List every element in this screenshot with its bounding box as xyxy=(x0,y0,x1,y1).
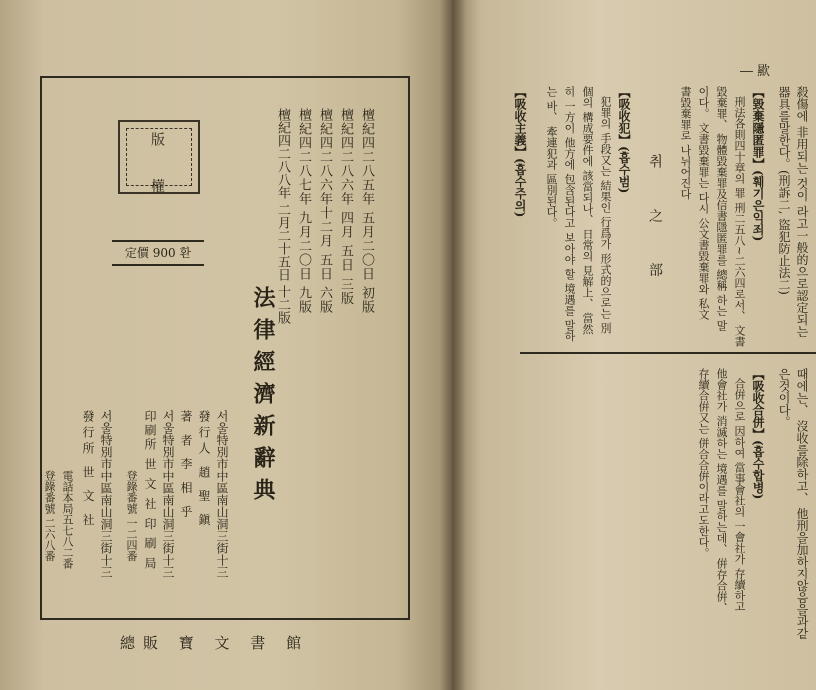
entry-line: 器具를말한다。(刑訴二, 盜犯防止法二) xyxy=(777,86,791,295)
publisher-address: 서울特別市中區南山洞三街十三 xyxy=(215,410,229,578)
entry-line: 他會社가 消滅하는 境遇를 말하는데、 倂存合倂、 xyxy=(715,368,728,613)
entry-headword-heupsuhapbyeong: 【吸收合併】(흡수합병) xyxy=(751,368,765,500)
section-head: 취 之 部 xyxy=(647,154,663,295)
entry-line: 이다。 文書毀棄罪는 다시 公文書毀棄罪와 私文 xyxy=(697,86,710,320)
book-title: 法律經濟新辭典 xyxy=(250,286,276,510)
book-gutter xyxy=(440,0,466,690)
price-label: 定價 900 환 xyxy=(124,246,192,260)
entry-line: 는 바、 牽連犯과 區別된다。 xyxy=(545,86,558,229)
entry-line: 刑法各則四十章의 罪 刑二五八~二六四로서、 文書 xyxy=(733,96,746,347)
copyright-stamp xyxy=(118,120,200,207)
entry-line: 은것이다。 xyxy=(777,368,791,428)
issuer-registration: 登錄番號 二六八番 xyxy=(43,470,56,562)
edition-line: 檀紀四二八八年 二月二十五日 十二版 xyxy=(275,108,290,325)
entry-line: 存續合倂又는 併合合倂이라고도한다。 xyxy=(697,368,710,559)
copyright-stamp-label: 版 權 xyxy=(149,132,165,207)
edition-line: 檀紀四二八六年 四月 五日 三版 xyxy=(338,108,353,306)
author-line: 著 者 李 相 乎 xyxy=(179,410,193,522)
entry-line: 犯罪의 手段又는 結果인 行爲가 形式的으로는 別 xyxy=(599,96,612,334)
edition-line: 檀紀四二八五年 五月二〇日 初版 xyxy=(359,108,374,315)
printer-address: 서울特別市中區南山洞三街十三 xyxy=(161,410,175,578)
entry-headword-heupsubeom: 【吸收犯】(흡수범) xyxy=(617,86,631,194)
price-rule-top xyxy=(112,240,204,242)
entry-headword-kigi: 【毀棄隱匿罪】(훼기은익죄) xyxy=(751,86,765,242)
printer-name: 印刷所 世 文 社 印 刷 局 xyxy=(143,410,157,571)
issuer-name: 發行所 世 文 社 xyxy=(81,410,95,530)
entry-headword-heupsujuui: 【吸收主義】(흡수주의) xyxy=(513,86,527,218)
edition-line: 檀紀四二八七年 九月二〇日 九版 xyxy=(296,108,311,315)
printer-registration: 登錄番號 一二四番 xyxy=(125,470,138,562)
running-head: ― 歞 xyxy=(740,64,771,79)
edition-line: 檀紀四二八六年十二月 五日 六版 xyxy=(317,108,332,315)
publisher-person: 發行人 趙 聖 鎭 xyxy=(197,410,211,530)
distributor-line: 總販 寶 文 書 館 xyxy=(120,634,310,652)
entry-line: 個의 構成要件에 該當되나、 日常의 見解上、 當然 xyxy=(581,86,594,335)
entry-line: 書毀棄罪로 나뉘어진다 xyxy=(679,86,692,200)
entry-line: 合倂으로 因하여 當事會社의 一會社가 存續하고 xyxy=(733,378,746,612)
entry-line: 때에는、 沒收를除하고、 他刑을加하지않음을과같 xyxy=(795,368,809,640)
entry-line: 毀棄罪、 物體毀棄罪及信書隱匿罪를 總稱 하는 말 xyxy=(715,86,728,331)
entry-line: 히 一方이 他方에 包含된다고 보아야 할 境遇를 말하 xyxy=(563,86,576,342)
issuer-address: 서울特別市中區南山洞三街十三 xyxy=(99,410,113,578)
entry-line: 殺傷에 非用되는 것이 라고一般的으로認定되는 xyxy=(795,86,809,338)
issuer-phone: 電話本局五七八二番 xyxy=(61,470,74,569)
price-rule-bottom xyxy=(112,264,204,266)
column-divider xyxy=(520,352,816,354)
